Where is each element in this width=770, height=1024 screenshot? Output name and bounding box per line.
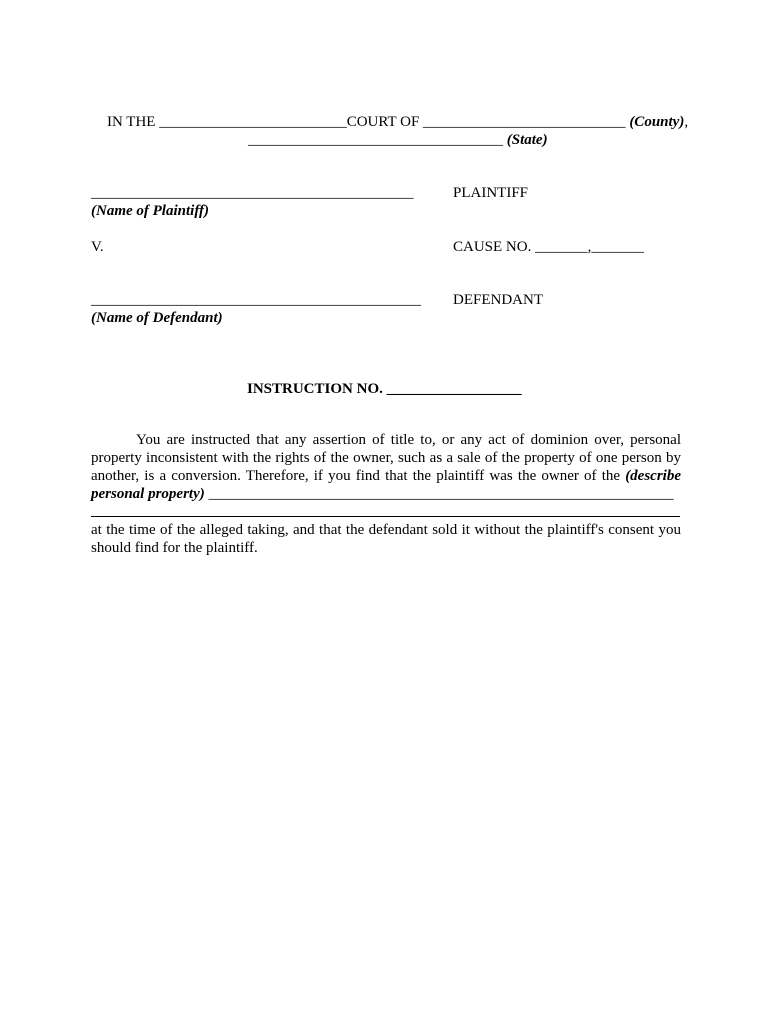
defendant-role: DEFENDANT xyxy=(453,292,543,308)
versus-label: V. xyxy=(91,239,104,255)
instruction-paragraph xyxy=(91,431,681,503)
court-header-comma: , xyxy=(684,114,689,130)
cause-number: CAUSE NO. _______,_______ xyxy=(453,239,644,255)
paragraph-lead-text: You are instructed that any assertion of title to, or any act of dominion over, personal property inconsistent with the rights of the owner, such as a sale of the property of one person by another, is a conversion. Therefore, if you find that the plaintiff was the owner of the xyxy=(91,432,681,484)
instruction-paragraph-tail: at the time of the alleged taking, and that the defendant sold it without the plaintiff's consent you should find for the plaintiff. xyxy=(91,522,681,556)
plaintiff-role: PLAINTIFF xyxy=(453,185,529,201)
state-blank: __________________________________ xyxy=(248,132,507,148)
defendant-caption: (Name of Defendant) xyxy=(91,310,223,326)
plaintiff-caption: (Name of Plaintiff) xyxy=(91,203,210,219)
court-header-text: IN THE _________________________COURT OF ___________________________ xyxy=(107,114,630,130)
instruction-heading: INSTRUCTION NO. __________________ xyxy=(247,381,522,397)
property-blank: ______________________________________________________________ xyxy=(204,486,674,502)
property-blank-rule xyxy=(91,516,680,517)
defendant-blank: ____________________________________________ xyxy=(91,292,421,308)
describe-property-label: (describe personal property) xyxy=(91,468,681,502)
state-line xyxy=(233,113,548,167)
state-label: (State) xyxy=(506,132,548,148)
plaintiff-blank: ___________________________________________ xyxy=(91,185,414,201)
county-label: (County) xyxy=(629,114,685,130)
